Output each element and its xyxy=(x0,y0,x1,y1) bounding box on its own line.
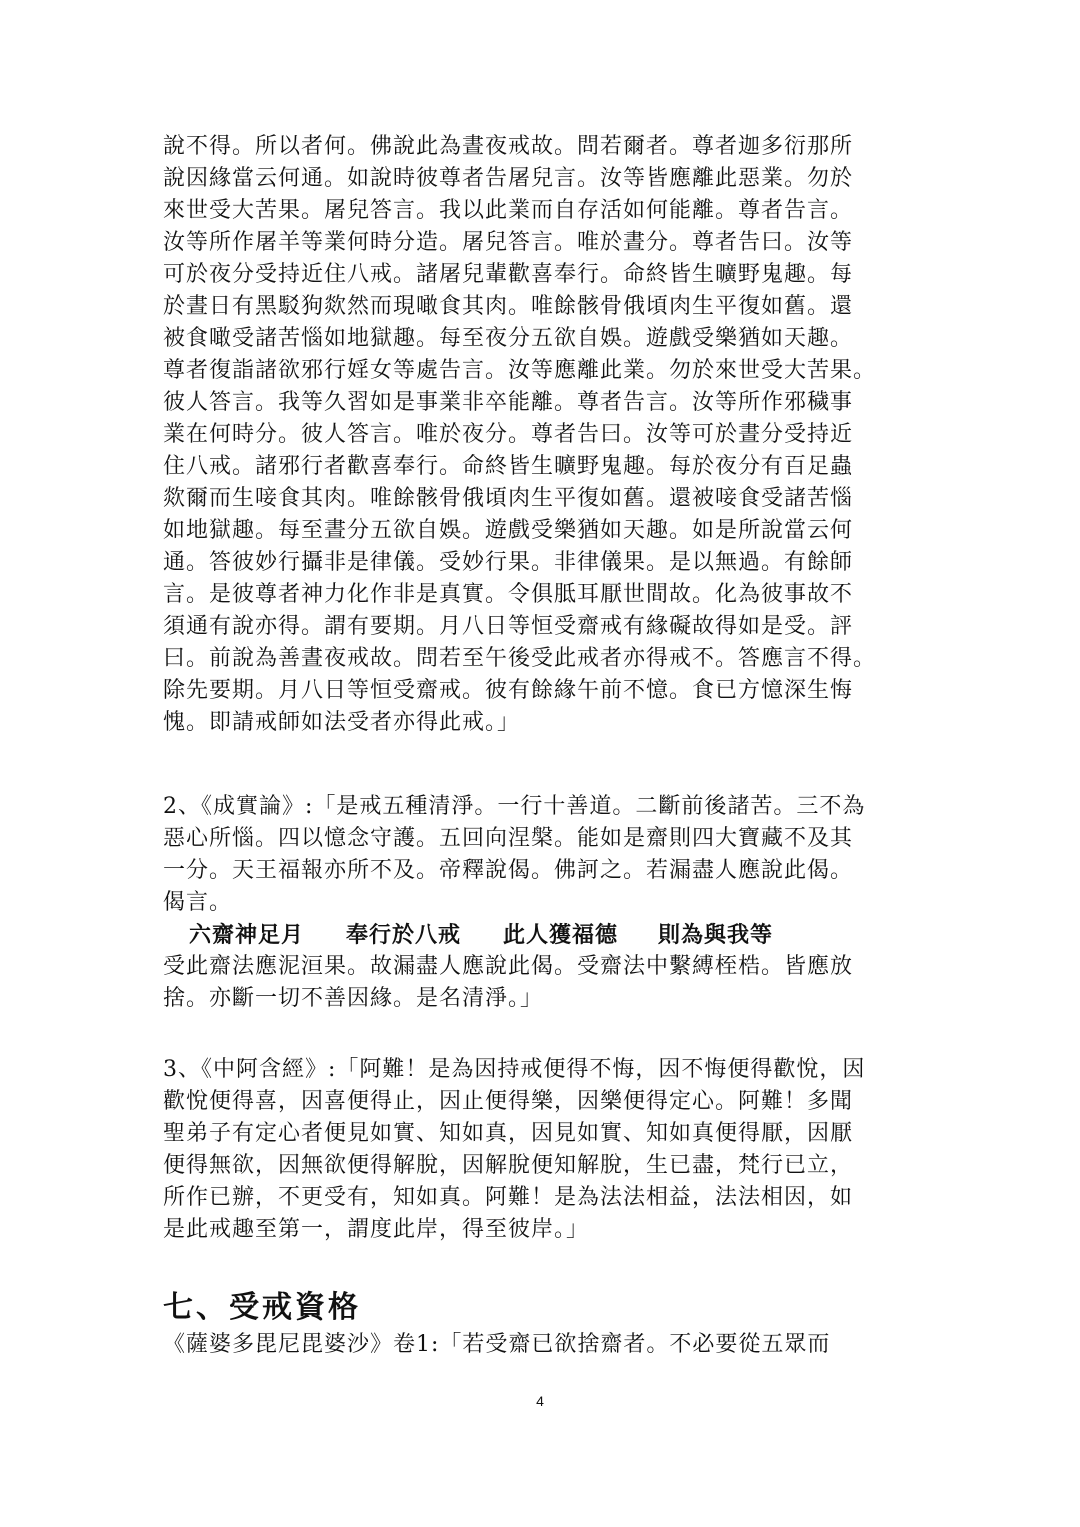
text-line: 愧。即請戒師如法受者亦得此戒。」 xyxy=(163,710,521,735)
text-line: 2、《成實論》:「是戒五種清淨。一行十善道。二斷前後諸苦。三不為 xyxy=(163,794,866,819)
text-line: 言。是彼尊者神力化作非是真實。令俱胝耳厭世間故。化為彼事故不 xyxy=(163,582,854,607)
text-line: 住八戒。諸邪行者歡喜奉行。命終皆生曠野鬼趣。每於夜分有百足蟲 xyxy=(163,454,854,479)
text-line: 惡心所惱。四以憶念守護。五回向涅槃。能如是齋則四大寶藏不及其 xyxy=(163,826,854,851)
page-number: 4 xyxy=(536,1393,544,1409)
text-line: 一分。天王福報亦所不及。帝釋說偈。佛訶之。若漏盡人應說此偈。 xyxy=(163,858,854,883)
section-heading: 七、受戒資格 xyxy=(163,1290,361,1325)
text-line: 說因緣當云何通。如說時彼尊者告屠兒言。汝等皆應離此惡業。勿於 xyxy=(163,166,854,191)
text-line: 欻爾而生唼食其肉。唯餘骸骨俄頃肉生平復如舊。還被唼食受諸苦惱 xyxy=(163,486,854,511)
text-line: 除先要期。月八日等恒受齋戒。彼有餘緣午前不憶。食已方憶深生悔 xyxy=(163,678,854,703)
text-line: 是此戒趣至第一，謂度此岸，得至彼岸。」 xyxy=(163,1217,590,1242)
text-line: 尊者復詣諸欲邪行婬女等處告言。汝等應離此業。勿於來世受大苦果。 xyxy=(163,358,877,383)
paragraph-vibhasa-quote xyxy=(163,131,923,739)
verse-line xyxy=(163,919,923,951)
text-line: 3、《中阿含經》:「阿難！是為因持戒便得不悔，因不悔便得歡悅，因 xyxy=(163,1057,866,1082)
text-line: 偈言。 xyxy=(163,890,233,915)
text-line: 如地獄趣。每至晝分五欲自娛。遊戲受樂猶如天趣。如是所說當云何 xyxy=(163,518,854,543)
verse-phrase: 此人獲福德 xyxy=(503,922,619,948)
text-line: 業在何時分。彼人答言。唯於夜分。尊者告曰。汝等可於晝分受持近 xyxy=(163,422,854,447)
verse-phrase: 則為與我等 xyxy=(658,922,774,948)
paragraph-madhyama-agama-quote xyxy=(163,1054,923,1246)
text-line: 可於夜分受持近住八戒。諸屠兒輩歡喜奉行。命終皆生曠野鬼趣。每 xyxy=(163,262,854,287)
text-line: 便得無欲，因無欲便得解脫，因解脫便知解脫，生已盡，梵行已立， xyxy=(163,1153,854,1178)
text-line: 說不得。所以者何。佛說此為晝夜戒故。問若爾者。尊者迦多衍那所 xyxy=(163,134,854,159)
text-line: 所作已辦，不更受有，知如真。阿難！是為法法相益，法法相因，如 xyxy=(163,1185,854,1210)
text-line: 《薩婆多毘尼毘婆沙》卷1:「若受齋已欲捨齋者。不必要從五眾而 xyxy=(163,1332,831,1357)
text-line: 曰。前說為善晝夜戒故。問若至午後受此戒者亦得戒不。答應言不得。 xyxy=(163,646,877,671)
text-line: 捨。亦斷一切不善因緣。是名清淨。」 xyxy=(163,986,544,1011)
paragraph-satyasiddhi-quote xyxy=(163,791,923,1015)
text-line: 歡悅便得喜，因喜便得止，因止便得樂，因樂便得定心。阿難！多聞 xyxy=(163,1089,854,1114)
text-line: 彼人答言。我等久習如是事業非卒能離。尊者告言。汝等所作邪穢事 xyxy=(163,390,854,415)
text-line: 來世受大苦果。屠兒答言。我以此業而自存活如何能離。尊者告言。 xyxy=(163,198,854,223)
text-line: 受此齋法應泥洹果。故漏盡人應說此偈。受齋法中繫縛桎梏。皆應放 xyxy=(163,954,854,979)
text-line: 汝等所作屠羊等業何時分造。屠兒答言。唯於晝分。尊者告曰。汝等 xyxy=(163,230,854,255)
text-line: 通。答彼妙行攝非是律儀。受妙行果。非律儀果。是以無過。有餘師 xyxy=(163,550,854,575)
text-line: 聖弟子有定心者便見如實、知如真，因見如實、知如真便得厭，因厭 xyxy=(163,1121,854,1146)
text-line: 被食噉受諸苦惱如地獄趣。每至夜分五欲自娛。遊戲受樂猶如天趣。 xyxy=(163,326,854,351)
verse-phrase: 奉行於八戒 xyxy=(346,922,462,948)
verse-phrase: 六齋神足月 xyxy=(189,922,305,948)
text-line: 於晝日有黑駁狗欻然而現噉食其肉。唯餘骸骨俄頃肉生平復如舊。還 xyxy=(163,294,854,319)
text-line: 須通有說亦得。謂有要期。月八日等恒受齋戒有緣礙故得如是受。評 xyxy=(163,614,854,639)
